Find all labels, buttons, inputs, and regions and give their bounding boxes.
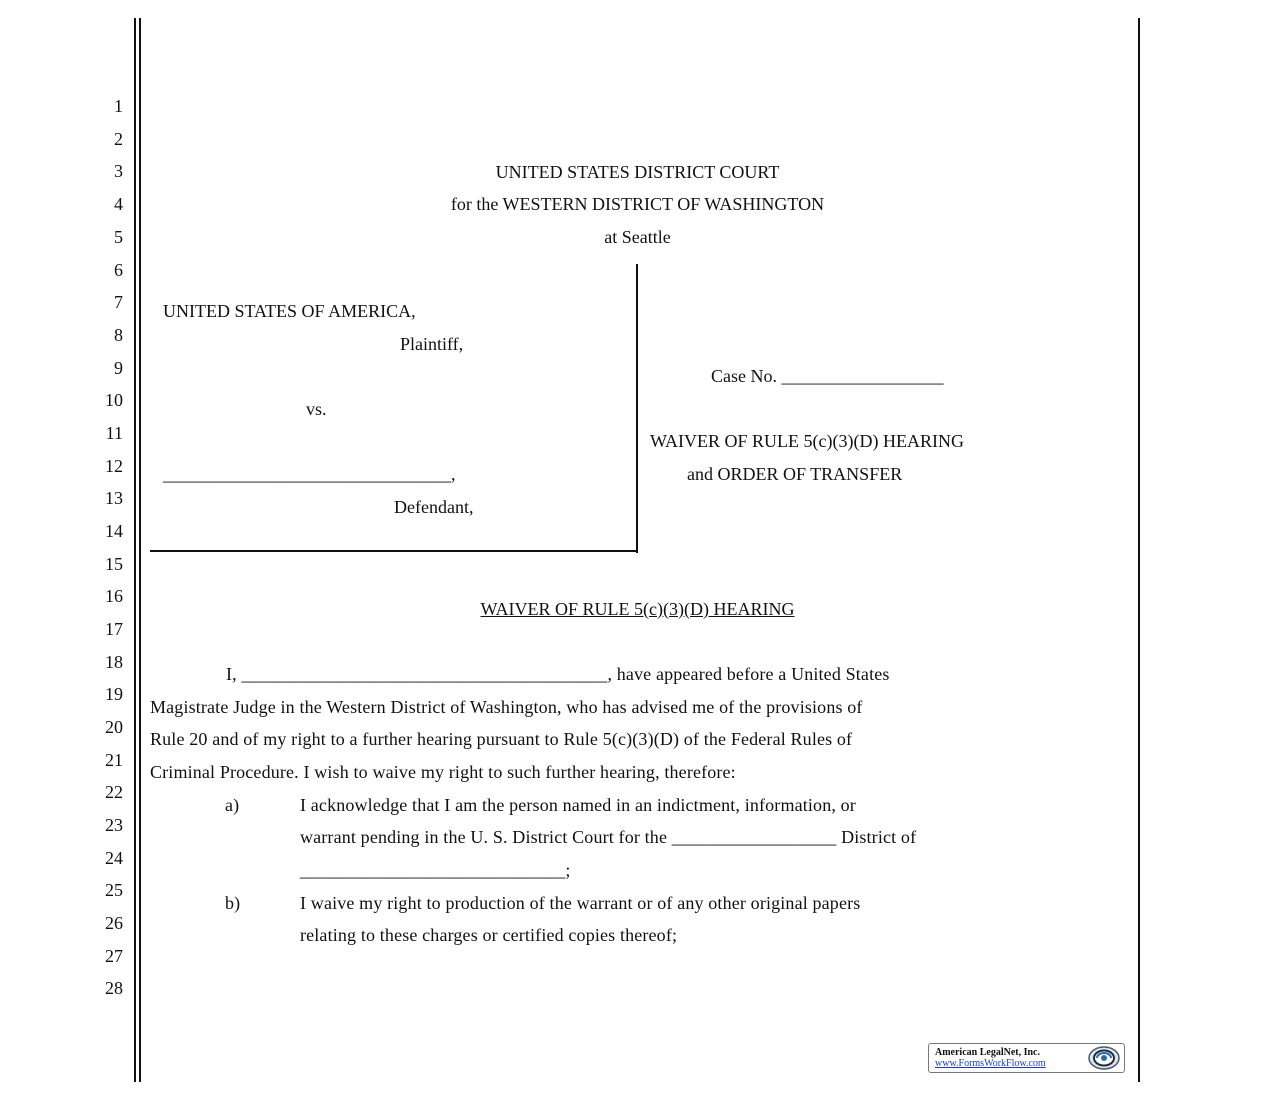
line-number: 16 bbox=[105, 586, 123, 606]
line-number: 1 bbox=[114, 96, 123, 116]
line-number: 3 bbox=[114, 161, 123, 181]
line-number: 28 bbox=[105, 978, 123, 998]
right-margin-rule bbox=[1138, 18, 1140, 1082]
publisher-name: American LegalNet, Inc. bbox=[935, 1047, 1040, 1058]
line-number: 9 bbox=[114, 358, 123, 378]
item-line: I acknowledge that I am the person named in an indictment, information, or bbox=[300, 795, 856, 815]
line-number: 7 bbox=[114, 292, 123, 312]
left-margin-rule-outer bbox=[134, 18, 136, 1082]
line-number: 21 bbox=[105, 750, 123, 770]
body-line: Rule 20 and of my right to a further hearing pursuant to Rule 5(c)(3)(D) of the Federal Rules of bbox=[150, 729, 853, 749]
publisher-badge[interactable] bbox=[928, 1043, 1125, 1073]
line-number: 26 bbox=[105, 913, 123, 933]
body-line: Magistrate Judge in the Western District of Washington, who has advised me of the provisions of bbox=[150, 697, 863, 717]
line-number: 12 bbox=[105, 456, 123, 476]
item-line: I waive my right to production of the warrant or of any other original papers bbox=[300, 893, 861, 913]
publisher-link[interactable]: www.FormsWorkFlow.com bbox=[935, 1058, 1046, 1069]
item-label: a) bbox=[225, 795, 240, 815]
line-number: 19 bbox=[105, 684, 123, 704]
line-number: 14 bbox=[105, 521, 123, 541]
line-number: 8 bbox=[114, 325, 123, 345]
defendant-name-blank: ________________________________, bbox=[163, 464, 456, 484]
caption-divider-horizontal bbox=[150, 550, 638, 552]
item-line: _____________________________; bbox=[300, 860, 571, 880]
globe-logo-icon bbox=[1087, 1045, 1121, 1071]
line-number: 15 bbox=[105, 554, 123, 574]
plaintiff-label: Plaintiff, bbox=[400, 334, 464, 354]
defendant-label: Defendant, bbox=[394, 497, 474, 517]
line-number: 23 bbox=[105, 815, 123, 835]
line-number: 11 bbox=[105, 423, 123, 443]
court-name: UNITED STATES DISTRICT COURT bbox=[495, 162, 780, 182]
left-margin-rule-inner bbox=[139, 18, 141, 1082]
caption-divider-vertical bbox=[636, 264, 638, 553]
document-title-line1: WAIVER OF RULE 5(c)(3)(D) HEARING bbox=[650, 431, 964, 451]
line-number: 6 bbox=[114, 260, 123, 280]
line-number: 18 bbox=[105, 652, 123, 672]
case-number: Case No. __________________ bbox=[711, 366, 944, 386]
line-number: 5 bbox=[114, 227, 123, 247]
line-numbers bbox=[83, 0, 123, 1100]
section-heading: WAIVER OF RULE 5(c)(3)(D) HEARING bbox=[480, 599, 795, 619]
line-number: 17 bbox=[105, 619, 123, 639]
line-number: 27 bbox=[105, 946, 123, 966]
body-line: I, ________________________________________, have appeared before a United States bbox=[226, 664, 890, 684]
line-number: 24 bbox=[105, 848, 123, 868]
line-number: 20 bbox=[105, 717, 123, 737]
plaintiff-name: UNITED STATES OF AMERICA, bbox=[163, 301, 416, 321]
line-number: 4 bbox=[114, 194, 123, 214]
line-number: 10 bbox=[105, 390, 123, 410]
line-number: 22 bbox=[105, 782, 123, 802]
line-number: 13 bbox=[105, 488, 123, 508]
line-number: 25 bbox=[105, 880, 123, 900]
body-line: Criminal Procedure. I wish to waive my right to such further hearing, therefore: bbox=[150, 762, 736, 782]
document-title-line2: and ORDER OF TRANSFER bbox=[687, 464, 903, 484]
item-label: b) bbox=[225, 893, 241, 913]
court-location: at Seattle bbox=[604, 227, 671, 247]
versus: vs. bbox=[306, 399, 327, 419]
item-line: relating to these charges or certified copies thereof; bbox=[300, 925, 678, 945]
item-line: warrant pending in the U. S. District Court for the __________________ District of bbox=[300, 827, 917, 847]
court-district: for the WESTERN DISTRICT OF WASHINGTON bbox=[450, 194, 825, 214]
line-number: 2 bbox=[114, 129, 123, 149]
